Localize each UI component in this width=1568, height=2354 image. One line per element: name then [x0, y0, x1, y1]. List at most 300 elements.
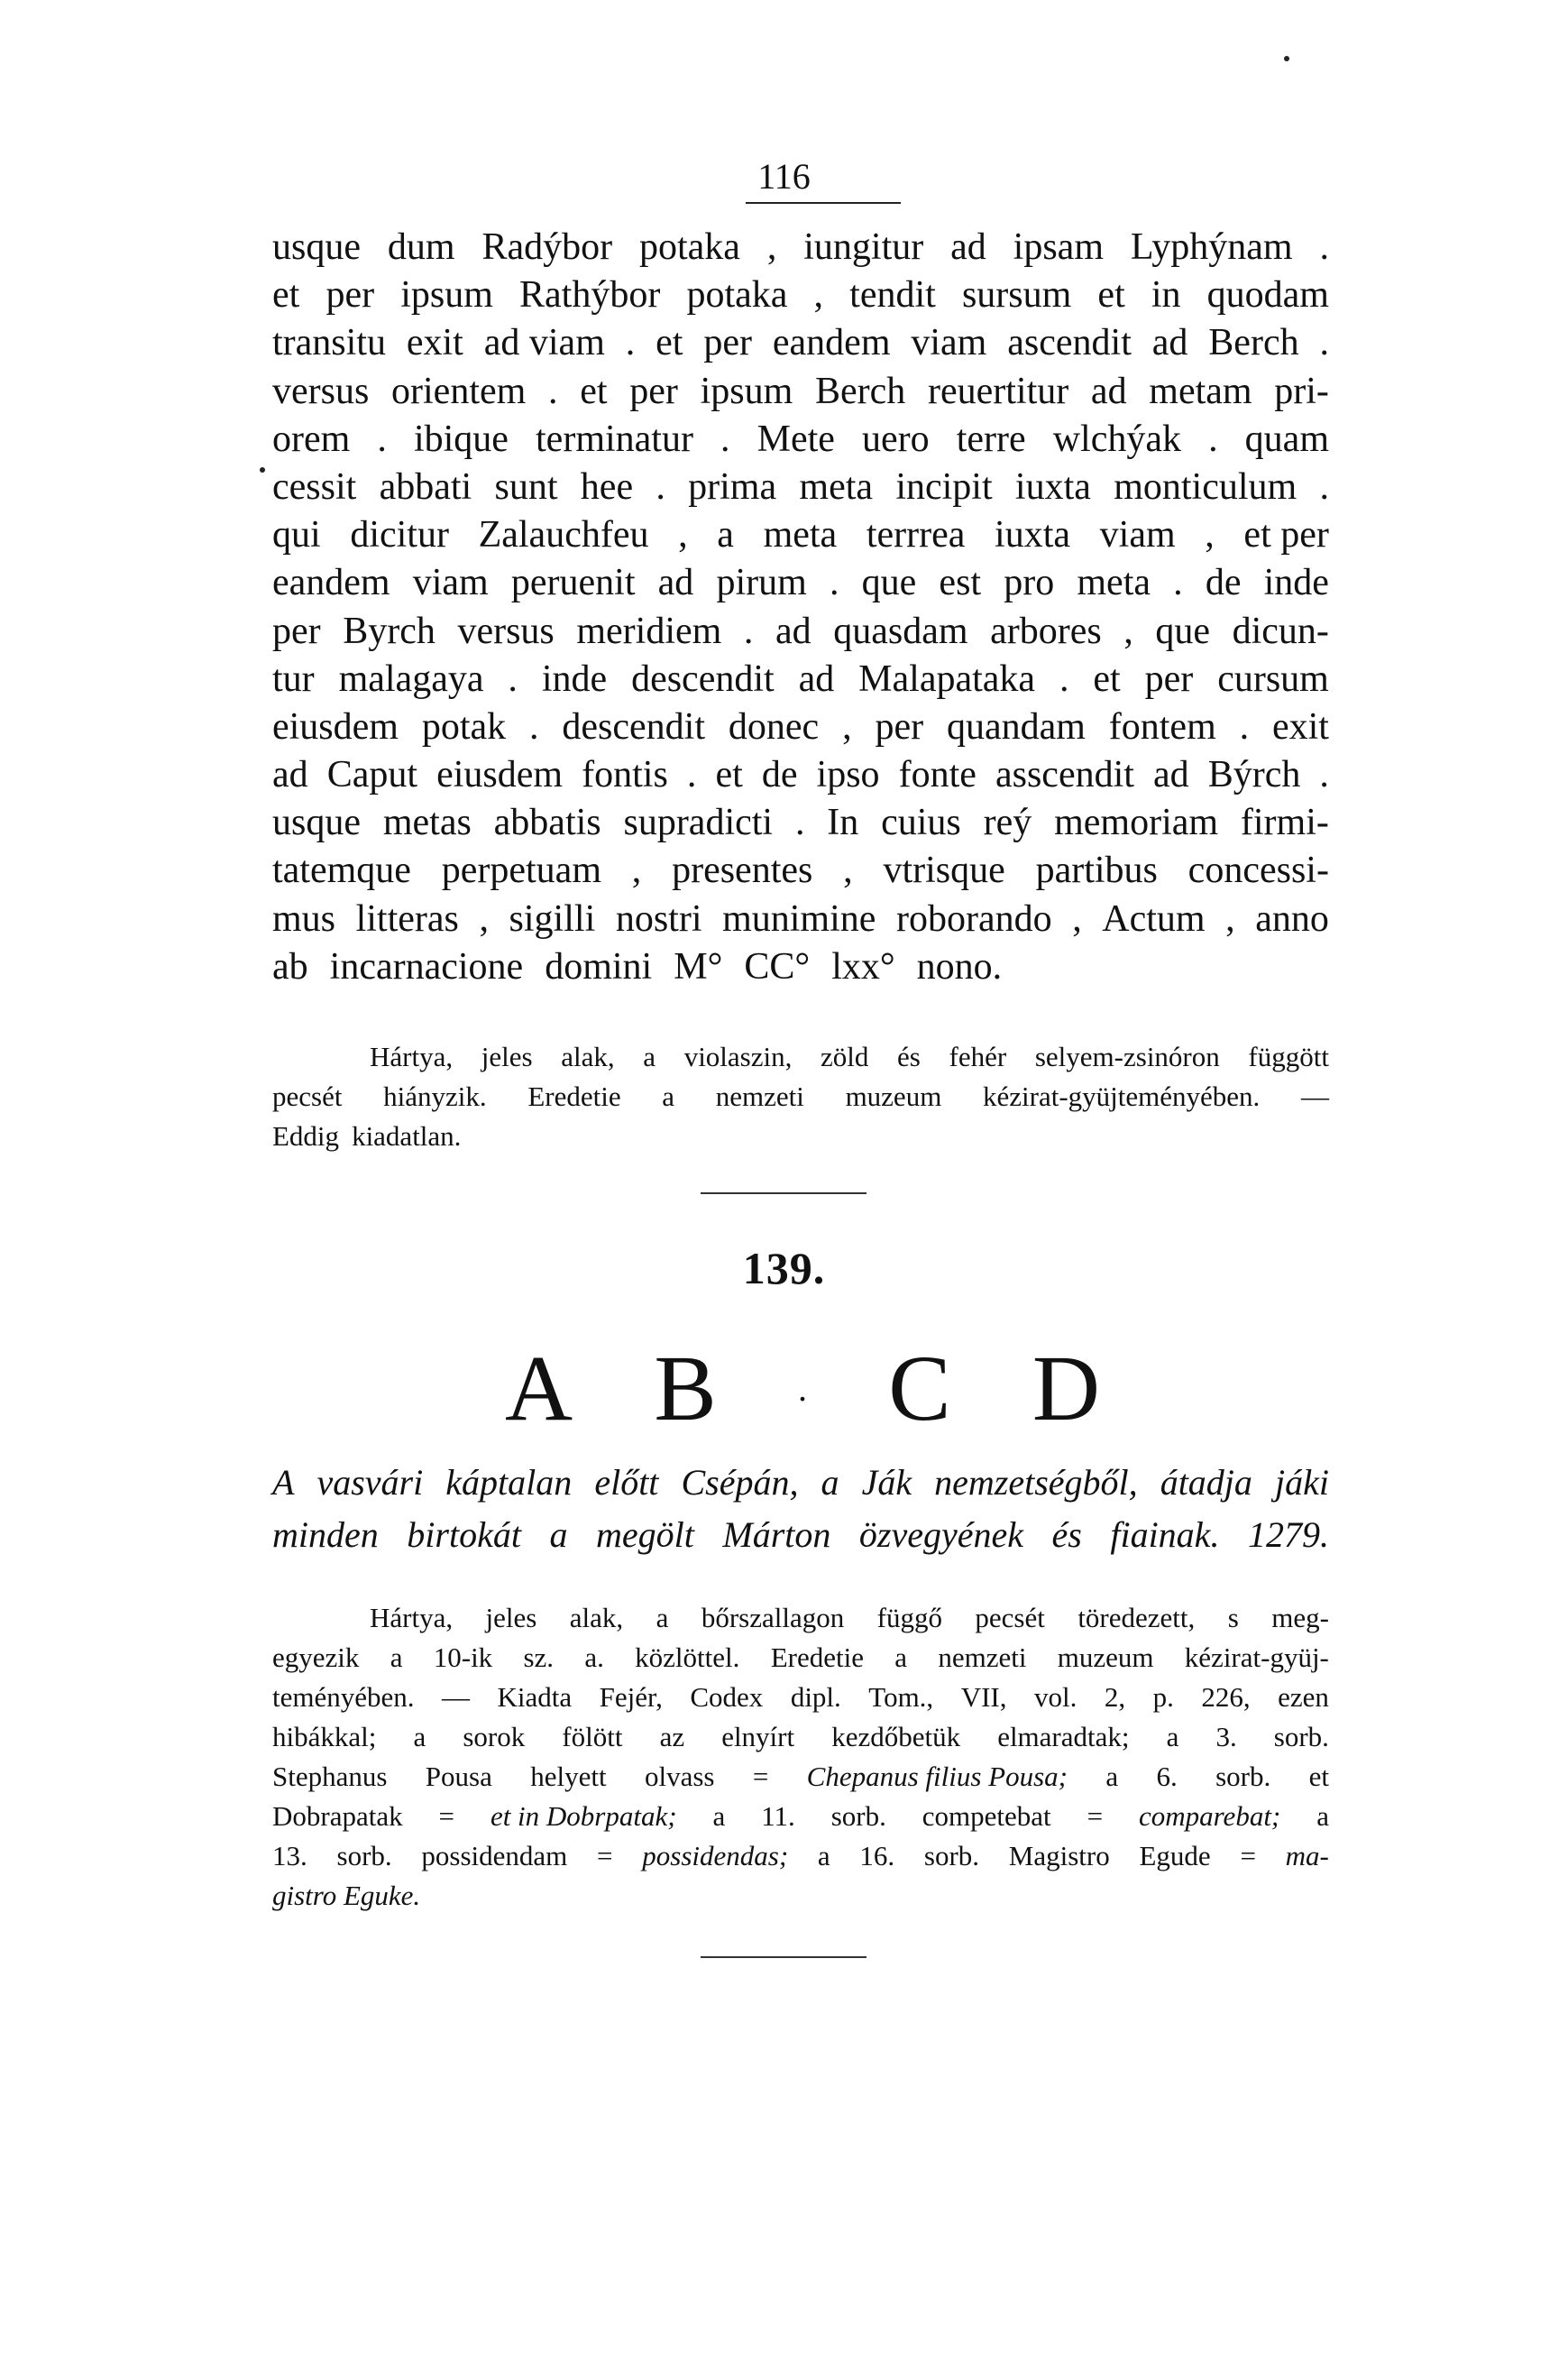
- word: versus: [457, 610, 555, 652]
- word: muzeum: [845, 1080, 942, 1112]
- word: firmi-: [1240, 802, 1329, 844]
- word: de: [1205, 562, 1242, 604]
- word: =: [597, 1840, 613, 1871]
- word: 16.: [859, 1840, 895, 1871]
- text-line: [272, 319, 1329, 367]
- word: et: [1097, 274, 1125, 317]
- type-separator: .: [797, 1368, 807, 1409]
- word: que: [861, 562, 917, 604]
- word: Stephanus: [272, 1761, 388, 1792]
- word: ,: [1225, 897, 1235, 940]
- word: jeles: [485, 1602, 537, 1633]
- word: 10-ik: [433, 1641, 493, 1673]
- page-number-rule: [746, 202, 901, 204]
- word: pro: [1004, 562, 1055, 604]
- type-letter: D: [1032, 1337, 1100, 1440]
- word: .: [1319, 226, 1329, 268]
- word: a: [894, 1641, 908, 1673]
- word: ad: [272, 754, 308, 796]
- type-letter: C: [888, 1337, 951, 1440]
- word: reý: [983, 802, 1032, 844]
- word: ,: [631, 850, 642, 892]
- word: .: [508, 657, 518, 700]
- word: tendit: [849, 274, 936, 317]
- word: abbati: [379, 465, 472, 508]
- note-line: [272, 1717, 1329, 1757]
- word: munimine: [722, 897, 876, 940]
- word: supradicti: [623, 802, 774, 844]
- word: fonte: [898, 754, 977, 796]
- word: .: [1173, 562, 1183, 604]
- charter-latin-text: [272, 224, 1329, 991]
- word: ad: [1152, 754, 1189, 796]
- word: partibus: [1035, 850, 1158, 892]
- word: .: [1319, 754, 1329, 796]
- word: függő: [876, 1602, 942, 1633]
- word: meta: [799, 465, 874, 508]
- word: de: [761, 754, 798, 796]
- word: domini: [545, 945, 653, 988]
- word: Rathýbor: [519, 274, 661, 317]
- word: ,: [843, 850, 853, 892]
- word: ipso: [816, 754, 880, 796]
- word: a.: [584, 1641, 604, 1673]
- word: Radýbor: [481, 226, 613, 268]
- word: Caput: [326, 754, 418, 796]
- word: fölött: [562, 1721, 623, 1752]
- word: et: [715, 754, 743, 796]
- archival-note-139: [272, 1598, 1329, 1916]
- word: .: [1059, 657, 1069, 700]
- word: Egude: [1139, 1840, 1211, 1871]
- word: possidendas;: [642, 1840, 789, 1871]
- word: exit: [1272, 705, 1329, 748]
- word: Zalauchfeu: [478, 514, 649, 556]
- word: metas: [382, 802, 472, 844]
- word: per: [1144, 657, 1194, 700]
- word: terminatur: [536, 418, 693, 460]
- word: Pousa: [425, 1761, 492, 1792]
- word: káptalan: [445, 1462, 573, 1503]
- word: nostri: [615, 897, 702, 940]
- word: a: [1105, 1761, 1119, 1792]
- text-line: [272, 656, 1329, 703]
- word: per: [629, 370, 678, 412]
- word: .: [1208, 418, 1218, 460]
- word: ipsum: [700, 370, 793, 412]
- word: sorb.: [1215, 1761, 1271, 1792]
- word: nemzetségből,: [934, 1462, 1138, 1503]
- word: Hártya,: [370, 1602, 454, 1633]
- word: átadja: [1160, 1462, 1252, 1503]
- word: usque: [272, 802, 361, 844]
- word: ,: [1205, 514, 1215, 556]
- word: Kiadta: [497, 1681, 573, 1713]
- word: Csépán,: [681, 1462, 799, 1503]
- word: abbatis: [493, 802, 601, 844]
- word: elmaradtak;: [997, 1721, 1130, 1752]
- summary-line: [272, 1509, 1329, 1561]
- word: Malapataka: [858, 657, 1036, 700]
- word: pecsét: [975, 1602, 1045, 1633]
- document-number: 139.: [742, 1243, 826, 1293]
- text-line: [272, 464, 1329, 511]
- word: per: [703, 322, 752, 364]
- word: quodam: [1206, 274, 1329, 317]
- word: dipl.: [790, 1681, 841, 1713]
- word: sorb.: [1273, 1721, 1329, 1752]
- word: possidendam: [421, 1840, 568, 1871]
- note-line: [272, 1876, 1329, 1916]
- word: A: [272, 1462, 295, 1503]
- word: CC°: [744, 945, 811, 988]
- word: hiányzik.: [383, 1080, 487, 1112]
- word: fiainak.: [1110, 1514, 1220, 1555]
- word: alak,: [569, 1602, 624, 1633]
- word: malagaya: [338, 657, 484, 700]
- text-line: [272, 559, 1329, 607]
- word: 2,: [1104, 1681, 1126, 1713]
- word: fontem: [1108, 705, 1216, 748]
- word: Actum: [1102, 897, 1206, 940]
- word: Lyphýnam: [1130, 226, 1293, 268]
- word: ezen: [1278, 1681, 1329, 1713]
- word: ab: [272, 945, 308, 988]
- archival-note-138: [272, 1037, 1329, 1156]
- word: a: [662, 1080, 675, 1112]
- word: hibákkal;: [272, 1721, 377, 1752]
- word: meridiem: [576, 610, 722, 652]
- word: .: [720, 418, 730, 460]
- word: Hártya,: [370, 1041, 454, 1072]
- word: 11.: [761, 1800, 795, 1832]
- word: descendit: [562, 705, 706, 748]
- text-line: [272, 847, 1329, 895]
- word: muzeum: [1057, 1641, 1154, 1673]
- word: ,: [1072, 897, 1082, 940]
- word: nono.: [916, 945, 1003, 988]
- word: potak: [421, 705, 507, 748]
- word: .: [656, 465, 665, 508]
- word: a: [717, 514, 734, 556]
- word: ,: [1123, 610, 1133, 652]
- word: descendit: [631, 657, 775, 700]
- word: .: [1319, 322, 1329, 364]
- word: est: [939, 562, 982, 604]
- word: terre: [956, 418, 1026, 460]
- word: sorb.: [830, 1800, 886, 1832]
- word: meg-: [1271, 1602, 1329, 1633]
- word: dicun-: [1232, 610, 1329, 652]
- word: Magistro: [1008, 1840, 1110, 1871]
- word: usque: [272, 226, 361, 268]
- word: iuxta: [1014, 465, 1091, 508]
- word: Ják: [861, 1462, 912, 1503]
- word: ,: [842, 705, 852, 748]
- word: =: [1240, 1840, 1256, 1871]
- note-line: [272, 1077, 1329, 1117]
- word: transitu: [272, 322, 386, 364]
- word: .: [548, 370, 558, 412]
- text-line: [272, 799, 1329, 847]
- word: vtrisque: [883, 850, 1005, 892]
- word: Eddig: [272, 1120, 340, 1152]
- word: tur: [272, 657, 315, 700]
- word: exit: [406, 322, 463, 364]
- word: potaka: [686, 274, 788, 317]
- word: et per: [1243, 514, 1329, 556]
- word: viam: [1099, 514, 1176, 556]
- word: megölt: [595, 1514, 694, 1555]
- text-line: [272, 751, 1329, 799]
- word: terrrea: [866, 514, 966, 556]
- word: fontis: [582, 754, 668, 796]
- word: Byrch: [343, 610, 436, 652]
- word: helyett: [530, 1761, 607, 1792]
- word: ad viam: [483, 322, 605, 364]
- word: violaszin,: [683, 1041, 793, 1072]
- print-speck: [1284, 56, 1289, 61]
- word: ad: [1151, 322, 1188, 364]
- word: gistro Eguke.: [272, 1880, 421, 1911]
- word: perpetuam: [441, 850, 601, 892]
- word: roborando: [895, 897, 1052, 940]
- word: uero: [861, 418, 930, 460]
- word: donec: [728, 705, 820, 748]
- word: ad: [1090, 370, 1127, 412]
- text-line: [272, 368, 1329, 416]
- word: Tom.,: [868, 1681, 934, 1713]
- word: a: [390, 1641, 403, 1673]
- word: Eredetie: [527, 1080, 621, 1112]
- word: a: [643, 1041, 656, 1072]
- word: vol.: [1033, 1681, 1077, 1713]
- text-line: [272, 511, 1329, 559]
- word: .: [625, 322, 636, 364]
- note-line: [272, 1757, 1329, 1797]
- word: zöld: [821, 1041, 869, 1072]
- word: Dobrapatak: [272, 1800, 403, 1832]
- word: sursum: [961, 274, 1072, 317]
- word: ad: [950, 226, 986, 268]
- word: ,: [479, 897, 489, 940]
- word: quandam: [946, 705, 1086, 748]
- word: selyem-zsinóron: [1034, 1041, 1220, 1072]
- word: pecsét: [272, 1080, 343, 1112]
- note-line: [272, 1836, 1329, 1876]
- word: s: [1227, 1602, 1239, 1633]
- word: memoriam: [1054, 802, 1219, 844]
- note-line: [272, 1638, 1329, 1678]
- word: ibique: [413, 418, 509, 460]
- word: Berch: [1208, 322, 1299, 364]
- note-line: [272, 1678, 1329, 1717]
- word: eiusdem: [272, 705, 399, 748]
- word: a: [821, 1462, 839, 1503]
- word: 1279.: [1247, 1514, 1329, 1555]
- word: ma-: [1285, 1840, 1329, 1871]
- word: Chepanus filius Pousa;: [806, 1761, 1068, 1792]
- word: et: [656, 322, 683, 364]
- page-number: 116: [757, 156, 811, 197]
- word: Berch: [814, 370, 906, 412]
- word: et: [272, 274, 300, 317]
- word: 13.: [272, 1840, 307, 1871]
- word: töredezett,: [1077, 1602, 1196, 1633]
- word: ad: [798, 657, 835, 700]
- word: közlöttel.: [635, 1641, 740, 1673]
- word: .: [829, 562, 839, 604]
- word: jeles: [481, 1041, 533, 1072]
- word: dum: [387, 226, 455, 268]
- text-line: [272, 271, 1329, 319]
- word: teményében.: [272, 1681, 415, 1713]
- word: a: [817, 1840, 830, 1871]
- word: ad: [775, 610, 812, 652]
- word: ,: [678, 514, 688, 556]
- word: wlchýak: [1052, 418, 1182, 460]
- word: és: [1051, 1514, 1082, 1555]
- word: M°: [674, 945, 723, 988]
- word: sorb.: [923, 1840, 980, 1871]
- word: cursum: [1217, 657, 1329, 700]
- word: concessi-: [1187, 850, 1329, 892]
- word: sorb.: [336, 1840, 392, 1871]
- document-summary: [272, 1457, 1329, 1561]
- word: 3.: [1215, 1721, 1237, 1752]
- word: arbores: [990, 610, 1102, 652]
- word: nemzeti: [938, 1641, 1027, 1673]
- word: Eredetie: [770, 1641, 864, 1673]
- word: qui: [272, 514, 321, 556]
- word: presentes: [672, 850, 813, 892]
- word: lxx°: [831, 945, 895, 988]
- word: kezdőbetük: [831, 1721, 961, 1752]
- word: ascendit: [1007, 322, 1132, 364]
- word: cessit: [272, 465, 357, 508]
- note-line: [272, 1037, 1329, 1077]
- word: ad: [657, 562, 694, 604]
- word: kézirat-gyüjteményében.: [983, 1080, 1261, 1112]
- word: birtokát: [407, 1514, 521, 1555]
- word: iungitur: [803, 226, 924, 268]
- word: kézirat-gyüj-: [1184, 1641, 1329, 1673]
- text-line: [272, 703, 1329, 751]
- word: a: [413, 1721, 426, 1752]
- word: litteras: [355, 897, 459, 940]
- word: anno: [1255, 897, 1329, 940]
- word: ipsum: [400, 274, 493, 317]
- type-letter: B: [654, 1337, 717, 1440]
- word: .: [529, 705, 539, 748]
- word: tatemque: [272, 850, 411, 892]
- text-line: [272, 608, 1329, 656]
- word: a: [1316, 1800, 1329, 1832]
- word: prima: [688, 465, 777, 508]
- word: inde: [541, 657, 608, 700]
- word: ,: [766, 226, 777, 268]
- word: dicitur: [350, 514, 449, 556]
- text-line: [272, 416, 1329, 464]
- word: metam: [1149, 370, 1252, 412]
- word: függött: [1248, 1041, 1329, 1072]
- word: .: [686, 754, 697, 796]
- word: minden: [272, 1514, 379, 1555]
- word: comparebat;: [1139, 1800, 1281, 1832]
- word: asscendit: [995, 754, 1134, 796]
- word: In: [827, 802, 859, 844]
- word: VII,: [960, 1681, 1007, 1713]
- word: vasvári: [316, 1462, 424, 1503]
- word: elnyírt: [721, 1721, 795, 1752]
- word: özvegyének: [858, 1514, 1023, 1555]
- word: et in Dobrpatak;: [490, 1800, 677, 1832]
- word: incarnacione: [329, 945, 524, 988]
- word: fehér: [949, 1041, 1007, 1072]
- word: .: [377, 418, 387, 460]
- word: versus: [272, 370, 370, 412]
- section-divider: [701, 1956, 867, 1958]
- word: =: [438, 1800, 455, 1832]
- word: .: [1239, 705, 1250, 748]
- word: eandem: [272, 562, 390, 604]
- word: 6.: [1156, 1761, 1178, 1792]
- word: .: [1319, 465, 1329, 508]
- word: Fejér,: [599, 1681, 663, 1713]
- print-speck: [260, 467, 265, 473]
- word: pri-: [1274, 370, 1329, 412]
- word: incipit: [895, 465, 993, 508]
- word: az: [659, 1721, 685, 1752]
- word: cuius: [881, 802, 961, 844]
- summary-line: [272, 1457, 1329, 1509]
- text-line: [272, 896, 1329, 943]
- word: hee: [580, 465, 634, 508]
- word: pirum: [716, 562, 807, 604]
- word: et: [580, 370, 608, 412]
- word: Márton: [722, 1514, 831, 1555]
- word: a: [549, 1514, 568, 1555]
- note-line: [272, 1797, 1329, 1836]
- word: potaka: [639, 226, 740, 268]
- note-line: [272, 1117, 1329, 1156]
- note-line: [272, 1598, 1329, 1638]
- word: quam: [1244, 418, 1329, 460]
- word: a: [712, 1800, 726, 1832]
- word: competebat: [922, 1800, 1051, 1832]
- word: —: [442, 1681, 471, 1713]
- word: et: [1093, 657, 1121, 700]
- word: kiadatlan.: [352, 1120, 462, 1152]
- word: sunt: [494, 465, 558, 508]
- word: a: [1166, 1721, 1179, 1752]
- word: egyezik: [272, 1641, 360, 1673]
- word: olvass: [644, 1761, 715, 1792]
- word: sz.: [523, 1641, 555, 1673]
- word: viam: [911, 322, 987, 364]
- text-line: [272, 943, 1329, 991]
- word: p.: [1152, 1681, 1174, 1713]
- word: alak,: [561, 1041, 615, 1072]
- word: quasdam: [833, 610, 968, 652]
- word: monticulum: [1114, 465, 1297, 508]
- word: Codex: [690, 1681, 764, 1713]
- text-line: [272, 224, 1329, 271]
- word: —: [1300, 1080, 1329, 1112]
- word: iuxta: [995, 514, 1071, 556]
- word: meta: [1077, 562, 1151, 604]
- word: és: [897, 1041, 921, 1072]
